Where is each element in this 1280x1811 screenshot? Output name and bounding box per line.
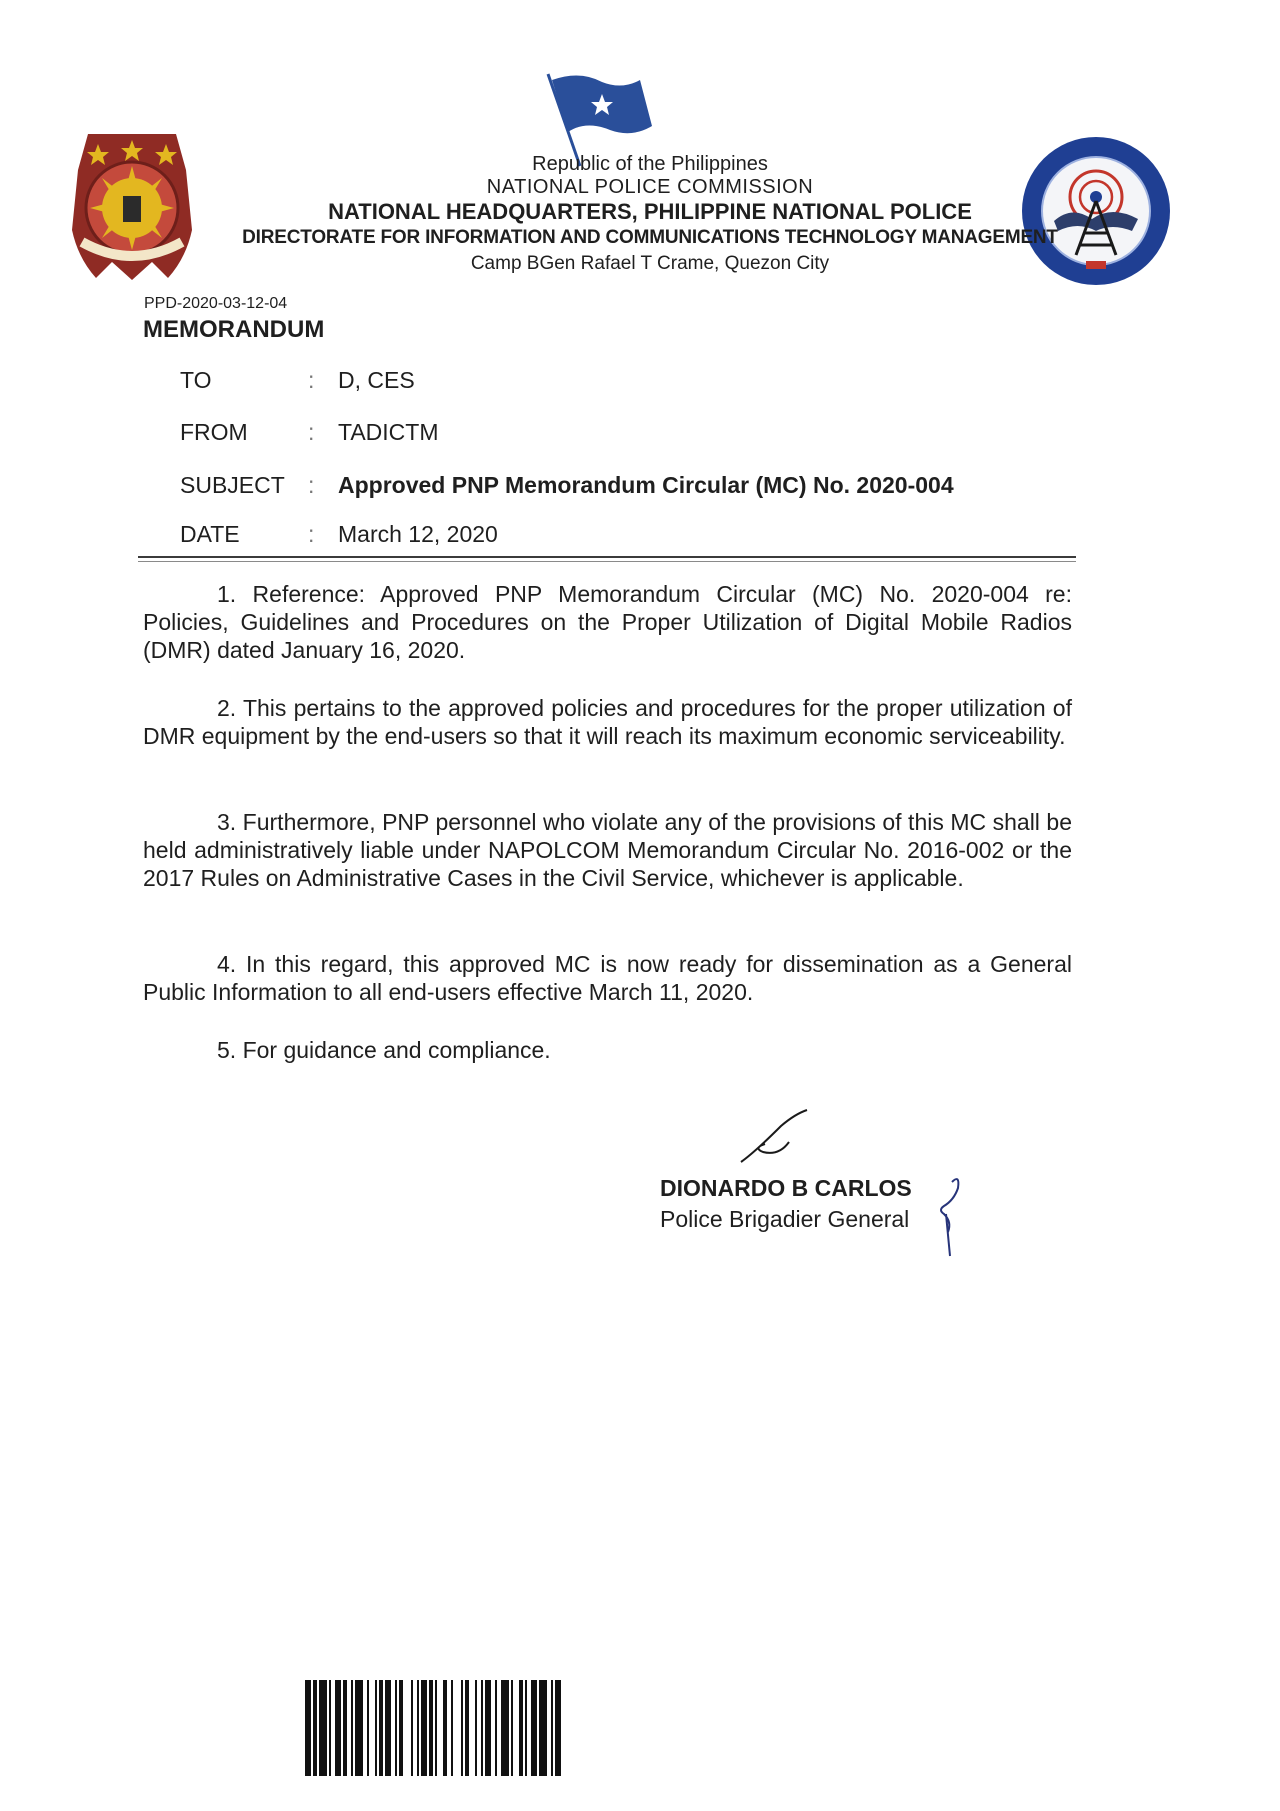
divider-rule <box>138 556 1076 558</box>
barcode-bar <box>421 1680 427 1776</box>
header-commission: NATIONAL POLICE COMMISSION <box>486 176 814 198</box>
routing-label: TO <box>180 367 212 393</box>
barcode-bar <box>435 1680 437 1776</box>
barcode-bar <box>495 1680 497 1776</box>
signatory-name: DIONARDO B CARLOS <box>660 1175 912 1201</box>
barcode-bar <box>555 1680 561 1776</box>
body-paragraph: 4. In this regard, this approved MC is now ready for dissemination as a General Public Information to all end-users effective March 11, 2020. <box>143 951 1072 1005</box>
barcode-bar <box>501 1680 509 1776</box>
barcode-bar <box>451 1680 453 1776</box>
barcode-bar <box>519 1680 523 1776</box>
routing-label: SUBJECT <box>180 472 285 498</box>
barcode-bar <box>485 1680 491 1776</box>
barcode-icon <box>305 1680 730 1776</box>
routing-colon: : <box>308 419 315 445</box>
barcode-bar <box>531 1680 537 1776</box>
barcode-bar <box>385 1680 391 1776</box>
barcode-bar <box>319 1680 327 1776</box>
routing-from <box>180 419 439 446</box>
barcode-bar <box>343 1680 347 1776</box>
routing-value: TADICTM <box>338 419 439 445</box>
barcode-bar <box>335 1680 341 1776</box>
body-paragraph: 5. For guidance and compliance. <box>217 1037 551 1063</box>
barcode-bar <box>461 1680 463 1776</box>
memo-title: MEMORANDUM <box>143 316 325 343</box>
memo-reference-number: PPD-2020-03-12-04 <box>144 295 288 312</box>
barcode-bar <box>305 1680 311 1776</box>
signature-mark <box>735 1108 815 1166</box>
barcode-bar <box>539 1680 547 1776</box>
barcode-bar <box>313 1680 317 1776</box>
routing-date <box>180 521 498 548</box>
barcode-bar <box>511 1680 513 1776</box>
barcode-bar <box>395 1680 397 1776</box>
routing-to <box>180 367 415 394</box>
body-paragraph: 1. Reference: Approved PNP Memorandum Circular (MC) No. 2020-004 re: Policies, Guidelines and Procedures on the Proper Utilization of Digital Mobile Radios (DMR) dated January 16, 2020. <box>143 581 1072 663</box>
barcode-bar <box>411 1680 413 1776</box>
routing-label: FROM <box>180 419 248 445</box>
barcode-bar <box>429 1680 433 1776</box>
barcode-bar <box>375 1680 377 1776</box>
header-headquarters: NATIONAL HEADQUARTERS, PHILIPPINE NATIONAL POLICE <box>328 199 972 224</box>
routing-colon: : <box>308 521 315 547</box>
barcode-bar <box>367 1680 369 1776</box>
barcode-bar <box>551 1680 553 1776</box>
routing-value: March 12, 2020 <box>338 521 498 547</box>
barcode-bar <box>355 1680 363 1776</box>
routing-value: D, CES <box>338 367 415 393</box>
barcode-bar <box>417 1680 419 1776</box>
header-address: Camp BGen Rafael T Crame, Quezon City <box>470 253 830 274</box>
body-paragraph: 2. This pertains to the approved policies and procedures for the proper utilization of DMR equipment by the end-users so that it will reach its maximum economic serviceability. <box>143 695 1072 749</box>
routing-colon: : <box>308 367 315 393</box>
signatory-rank: Police Brigadier General <box>660 1206 910 1232</box>
barcode-bar <box>443 1680 447 1776</box>
routing-subject <box>180 472 954 499</box>
body-paragraph: 3. Furthermore, PNP personnel who violate any of the provisions of this MC shall be held administratively liable under NAPOLCOM Memorandum Circular No. 2016-002 or the 2017 Rules on Administrative Cases in the Civil Service, whichever is applicable. <box>143 809 1072 891</box>
header-republic: Republic of the Philippines <box>532 153 768 175</box>
barcode-bar <box>329 1680 331 1776</box>
routing-value: Approved PNP Memorandum Circular (MC) No. 2020-004 <box>338 472 954 498</box>
barcode-bar <box>465 1680 469 1776</box>
divider-rule <box>138 561 1076 562</box>
initial-mark <box>930 1170 970 1260</box>
barcode-bar <box>525 1680 527 1776</box>
barcode-bar <box>475 1680 477 1776</box>
barcode-bar <box>351 1680 353 1776</box>
routing-label: DATE <box>180 521 240 547</box>
barcode-bar <box>481 1680 483 1776</box>
barcode-bar <box>399 1680 403 1776</box>
header-directorate: DIRECTORATE FOR INFORMATION AND COMMUNICATIONS TECHNOLOGY MANAGEMENT <box>242 227 1058 248</box>
routing-colon: : <box>308 472 315 498</box>
barcode-bar <box>379 1680 383 1776</box>
